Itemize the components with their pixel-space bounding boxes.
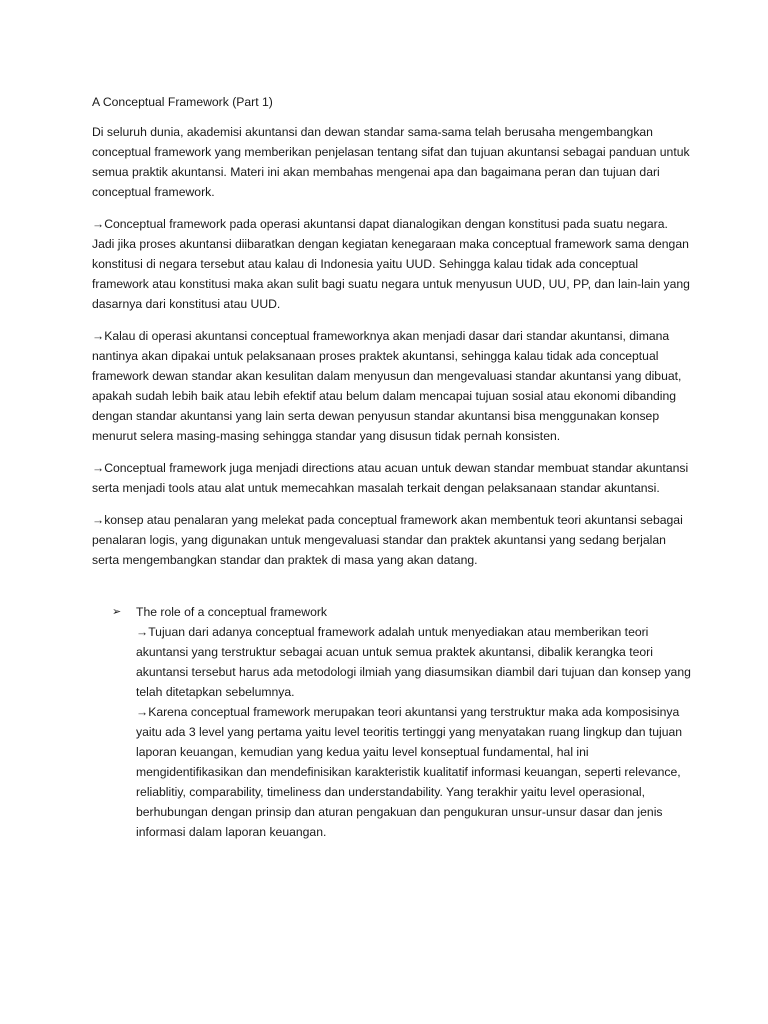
- item-text: Tujuan dari adanya conceptual framework adalah untuk menyediakan atau memberikan teori akuntansi yang terstruktur sebagai acuan untuk semua praktek akuntansi, dibalik kerangka teori akuntansi tersebut harus ada metodologi ilmiah yang diasumsikan diambil dari tujuan dan konsep yang telah ditetapkan sebelumnya.: [136, 625, 691, 699]
- paragraph-text: Conceptual framework juga menjadi directions atau acuan untuk dewan standar membuat standar akuntansi serta menjadi tools atau alat untuk memecahkan masalah terkait dengan pelaksanaan standar akuntansi.: [92, 461, 689, 495]
- role-item-purpose: [136, 622, 692, 702]
- arrow-icon: →: [92, 461, 105, 475]
- document-body: [92, 92, 692, 842]
- item-text: Karena conceptual framework merupakan teori akuntansi yang terstruktur maka ada komposisinya yaitu ada 3 level yang pertama yaitu level teoritis tertinggi yang menyatakan ruang lingkup dan tujuan laporan keuangan, kemudian yang kedua yaitu level konseptual fundamental, hal ini mengidentifikasikan dan mendefinisikan karakteristik kualitatif informasi keuangan, seperti relevance, reliablitiy, comparability, timeliness dan understandability. Yang terakhir yaitu level operasional, berhubungan dengan prinsip dan aturan pengakuan dan pengukuran unsur-unsur dasar dan jenis informasi dalam laporan keuangan.: [136, 705, 683, 839]
- arrow-icon: →: [92, 513, 105, 527]
- paragraph-reasoning: [92, 510, 692, 570]
- intro-paragraph: Di seluruh dunia, akademisi akuntansi dan dewan standar sama-sama telah berusaha mengembangkan conceptual framework yang memberikan penjelasan tentang sifat dan tujuan akuntansi sebagai panduan untuk semua praktik akuntansi. Materi ini akan membahas mengenai apa dan bagaimana peran dan tujuan dari conceptual framework.: [92, 125, 690, 199]
- paragraph-text: konsep atau penalaran yang melekat pada conceptual framework akan membentuk teori akuntansi sebagai penalaran logis, yang digunakan untuk mengevaluasi standar dan praktek akuntansi yang sedang berjalan serta mengembangkan standar dan praktek di masa yang akan datang.: [92, 513, 683, 567]
- paragraph-text: Kalau di operasi akuntansi conceptual frameworknya akan menjadi dasar dari standar akuntansi, dimana nantinya akan dipakai untuk pelaksanaan proses praktek akuntansi, sehingga kalau tidak ada conceptual framework dewan standar akan kesulitan dalam menyusun dan mengevaluasi standar akuntansi yang dibuat, apakah sudah lebih baik atau lebih efektif atau belum dalam mencapai tujuan sosial atau ekonomi dibanding dengan standar akuntansi yang lain serta dewan penyusun standar akuntansi bisa menggunakan konsep menurut selera masing-masing sehingga standar yang disusun tidak pernah konsisten.: [92, 329, 682, 443]
- arrow-icon: →: [136, 625, 149, 639]
- arrow-icon: →: [92, 329, 105, 343]
- arrow-icon: →: [92, 217, 105, 231]
- paragraph-standards-basis: [92, 326, 692, 446]
- paragraph-text: Conceptual framework pada operasi akuntansi dapat dianalogikan dengan konstitusi pada suatu negara. Jadi jika proses akuntansi diibaratkan dengan kegiatan kenegaraan maka conceptual framework sama dengan konstitusi di negara tersebut atau kalau di Indonesia yaitu UUD. Sehingga kalau tidak ada conceptual framework atau konstitusi maka akan sulit bagi suatu negara untuk menyusun UUD, UU, PP, dan lain-lain yang dasarnya dari konstitusi atau UUD.: [92, 217, 690, 311]
- blank-line: [92, 582, 692, 602]
- paragraph-directions: [92, 458, 692, 498]
- role-section: [92, 602, 692, 842]
- section-heading: The role of a conceptual framework: [136, 605, 328, 619]
- role-item-levels: [136, 702, 692, 842]
- arrow-icon: →: [136, 705, 149, 719]
- paragraph-constitution: [92, 214, 692, 314]
- document-title: A Conceptual Framework (Part 1): [92, 95, 273, 109]
- arrowhead-bullet-icon: ➢: [112, 606, 122, 618]
